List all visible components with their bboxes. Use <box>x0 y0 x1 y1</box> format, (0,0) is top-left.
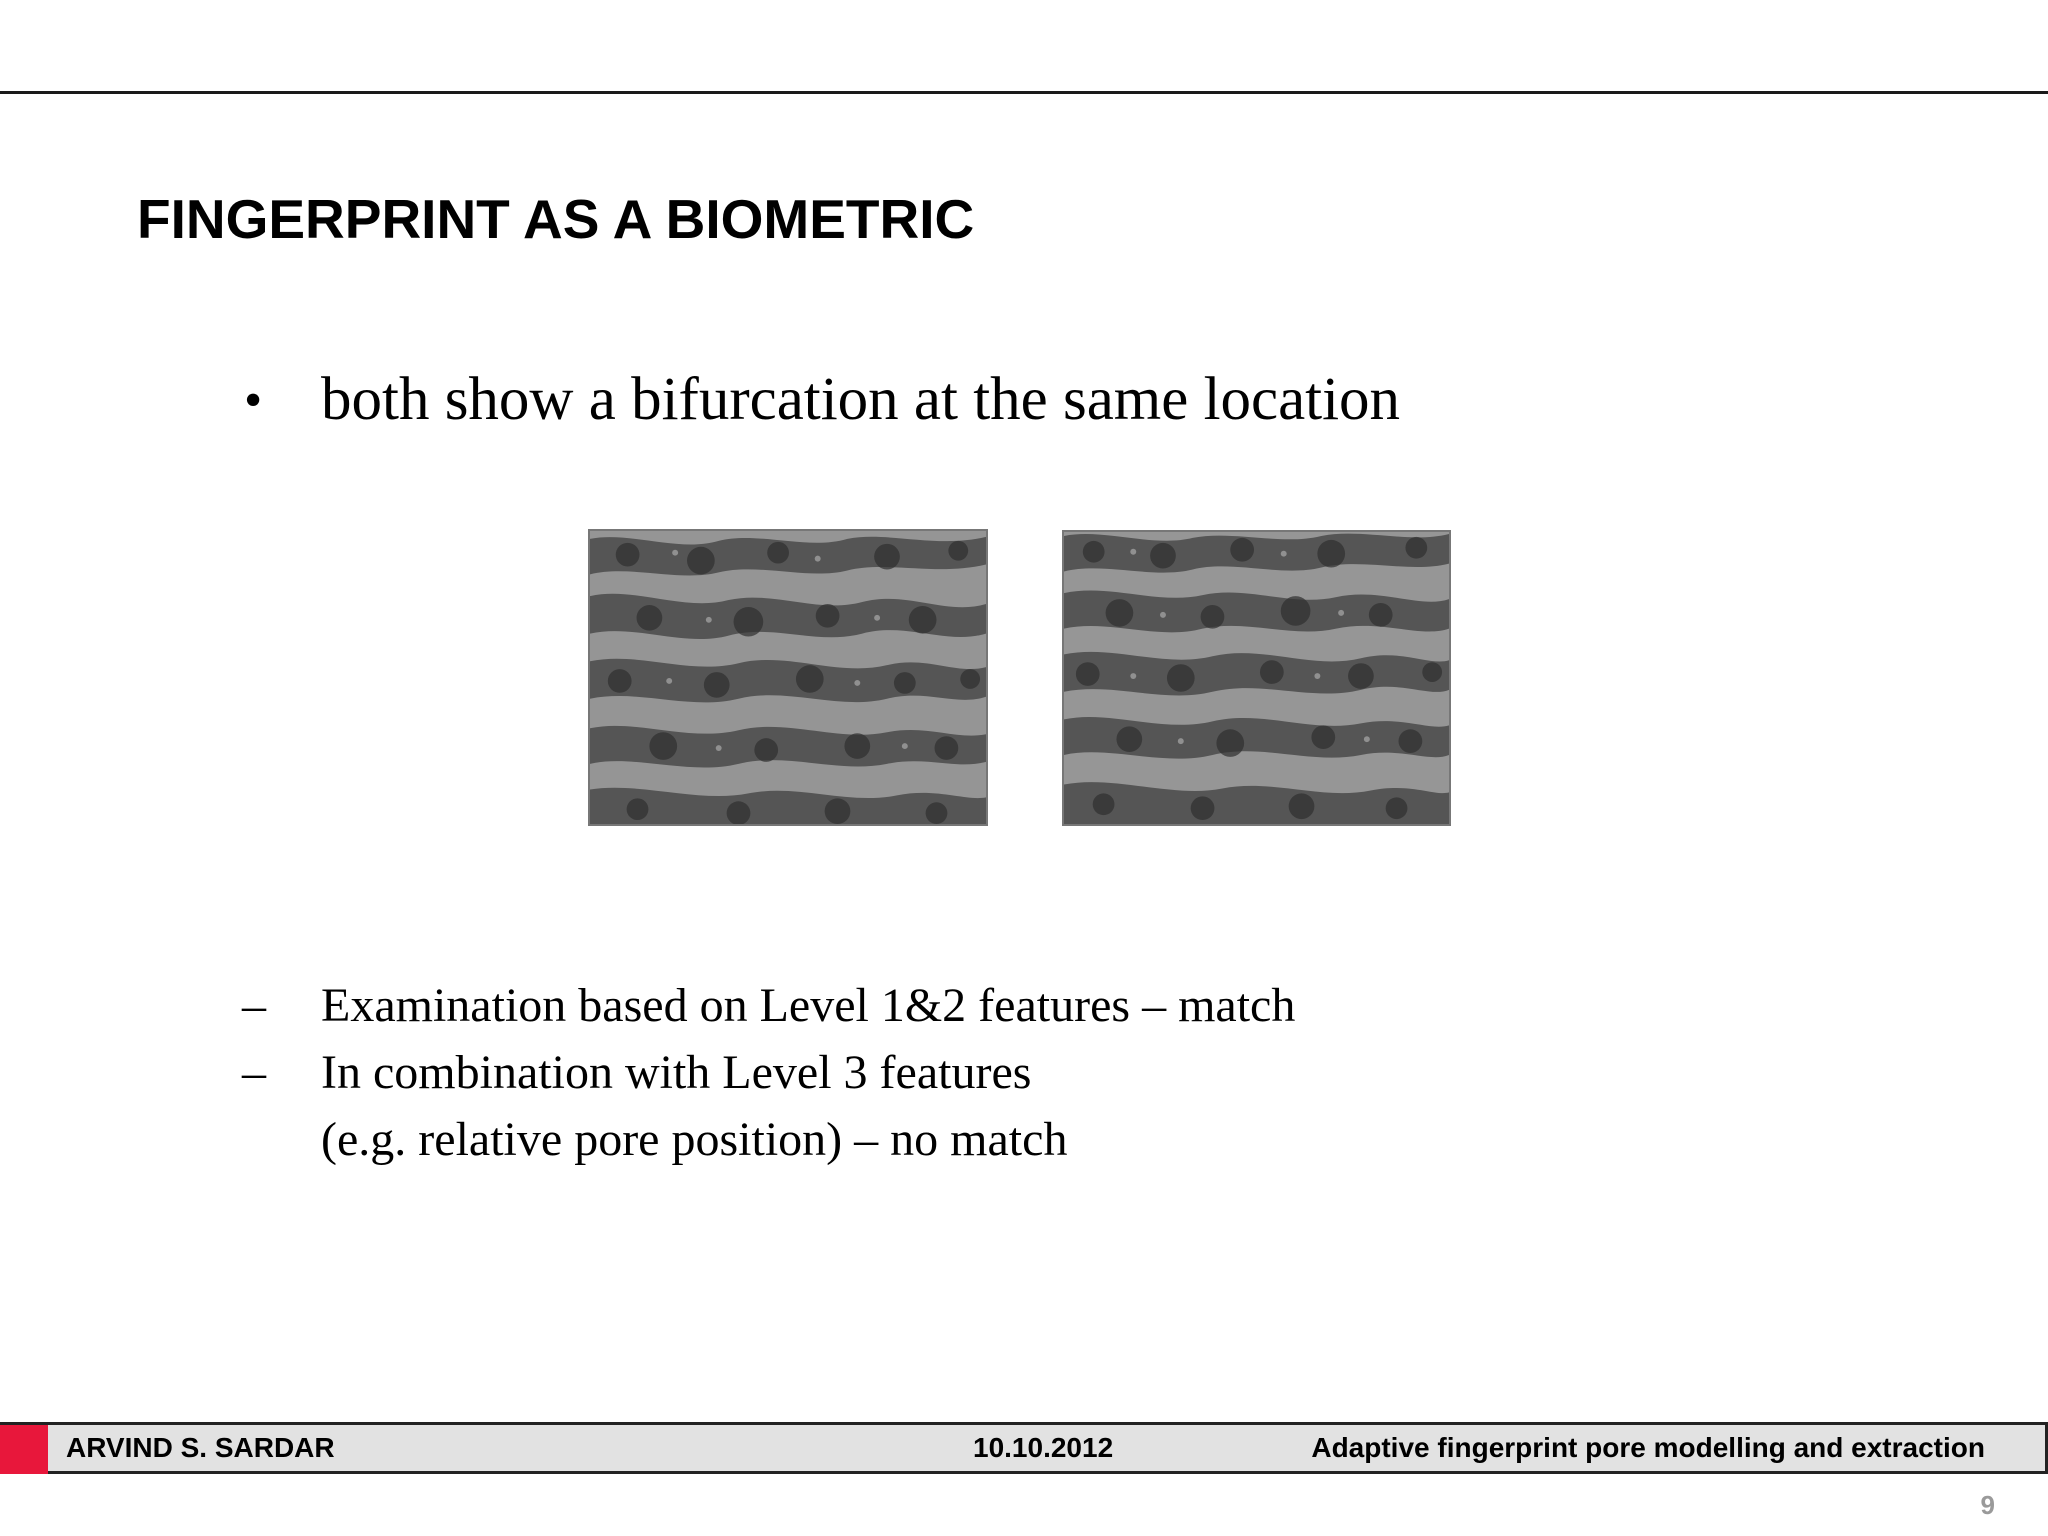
dash-marker: – <box>242 979 266 1032</box>
fingerprint-texture-left <box>590 531 986 824</box>
sub-point <box>242 1039 1295 1106</box>
fingerprint-image-right <box>1062 530 1451 826</box>
footer-accent-square <box>0 1425 48 1474</box>
footer-presentation-title: Adaptive fingerprint pore modelling and extraction <box>1311 1432 1985 1463</box>
fingerprint-image-left <box>588 529 988 826</box>
sub-point-continuation <box>242 1106 1295 1173</box>
bullet-marker: • <box>244 371 263 429</box>
sub-point <box>242 972 1295 1039</box>
sub-point-text: In combination with Level 3 features <box>321 1046 1032 1099</box>
dash-marker: – <box>242 1046 266 1099</box>
sub-point-continuation-text: (e.g. relative pore position) – no match <box>321 1113 1068 1166</box>
main-bullet <box>244 360 1400 440</box>
sub-points-list <box>242 972 1295 1173</box>
sub-point-text: Examination based on Level 1&2 features – match <box>321 979 1296 1032</box>
page-number: 9 <box>1980 1490 1995 1520</box>
header-divider <box>0 91 2048 94</box>
footer-author: ARVIND S. SARDAR <box>66 1432 335 1463</box>
bullet-text: both show a bifurcation at the same location <box>321 366 1401 433</box>
footer-date: 10.10.2012 <box>973 1432 1114 1463</box>
fingerprint-texture-right <box>1064 532 1449 824</box>
slide-title: FINGERPRINT AS A BIOMETRIC <box>137 188 975 250</box>
